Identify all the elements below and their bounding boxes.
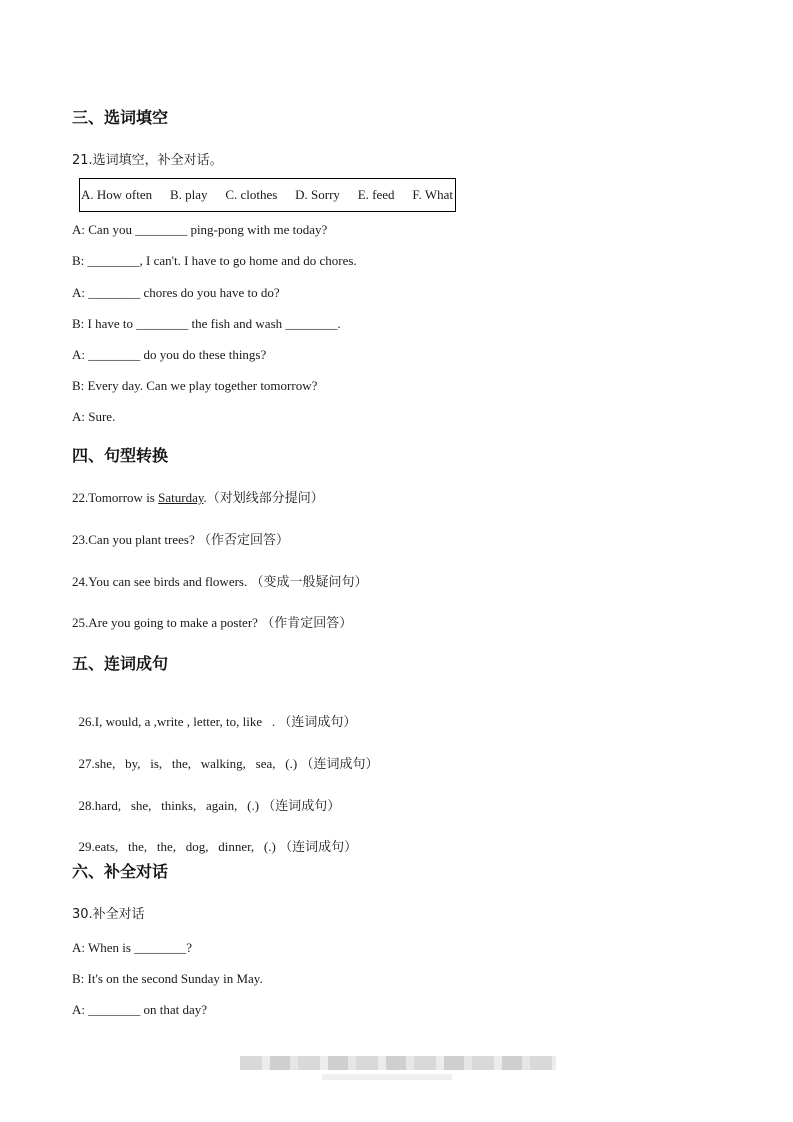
option-e: E. feed [357, 187, 395, 202]
q22 [72, 487, 324, 506]
q26-instruction: （连词成句） [278, 715, 357, 730]
q21-prompt: 21.选词填空，补全对话。 [72, 153, 223, 168]
q29-text: 29.eats, the, the, dog, dinner, (.) [78, 839, 280, 854]
word-options-box [79, 178, 456, 212]
option-f: F. What [412, 187, 453, 202]
section-3-heading: 三、选词填空 [72, 108, 169, 127]
q30-line-3: A: ________ on that day? [72, 1002, 208, 1017]
dialogue-line-1: A: Can you ________ ping-pong with me today? [72, 222, 328, 237]
q29 [72, 820, 357, 855]
q25 [72, 612, 352, 631]
q23-text: 23.Can you plant trees? [72, 532, 198, 547]
q24-instruction: （变成一般疑问句） [250, 575, 368, 590]
q30-line-2: B: It's on the second Sunday in May. [72, 971, 263, 986]
dialogue-line-6: B: Every day. Can we play together tomorrow? [72, 378, 318, 393]
option-d: D. Sorry [295, 187, 340, 202]
dialogue-line-3: A: ________ chores do you have to do? [72, 285, 280, 300]
q26 [72, 695, 356, 730]
q27 [72, 737, 378, 772]
dialogue-line-5: A: ________ do you do these things? [72, 347, 267, 362]
dialogue-line-2: B: ________, I can't. I have to go home and do chores. [72, 253, 357, 268]
q27-instruction: （连词成句） [300, 757, 379, 772]
section-4-heading: 四、句型转换 [72, 446, 169, 465]
option-a: A. How often [81, 187, 153, 202]
section-5-heading: 五、连词成句 [72, 654, 169, 673]
q25-text: 25.Are you going to make a poster? [72, 615, 262, 630]
dialogue-line-7: A: Sure. [72, 409, 116, 424]
q27-text: 27.she, by, is, the, walking, sea, (.) [78, 756, 301, 771]
blurred-footer-watermark [240, 1056, 556, 1070]
q22-after: . [203, 490, 207, 505]
q30-prompt: 30.补全对话 [72, 907, 145, 922]
q30-line-1: A: When is ________? [72, 940, 192, 955]
option-c: C. clothes [225, 187, 278, 202]
q22-underlined: Saturday [158, 490, 204, 505]
q28-text: 28.hard, she, thinks, again, (.) [78, 798, 263, 813]
q22-instruction: （对划线部分提问） [206, 491, 324, 506]
option-b: B. play [169, 187, 208, 202]
q24 [72, 571, 368, 590]
q22-before: 22.Tomorrow is [72, 490, 159, 505]
q28-instruction: （连词成句） [262, 799, 341, 814]
q29-instruction: （连词成句） [279, 840, 358, 855]
q28 [72, 779, 340, 814]
q24-text: 24.You can see birds and flowers. [72, 574, 251, 589]
blurred-footer-subline [322, 1074, 452, 1080]
q23-instruction: （作否定回答） [198, 533, 290, 548]
q23 [72, 529, 289, 548]
section-6-heading: 六、补全对话 [72, 862, 169, 881]
dialogue-line-4: B: I have to ________ the fish and wash ________. [72, 316, 341, 331]
q25-instruction: （作肯定回答） [261, 616, 353, 631]
q26-text: 26.I, would, a ,write , letter, to, like . [78, 714, 279, 729]
